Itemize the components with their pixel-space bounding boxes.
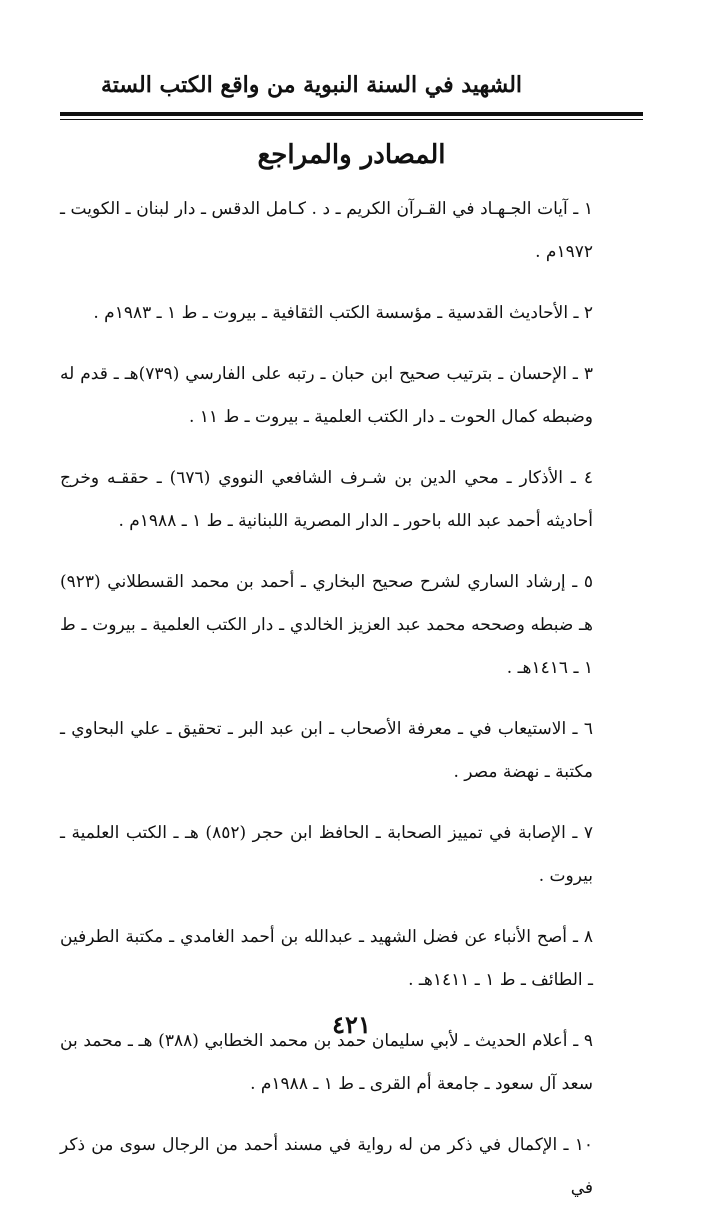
reference-item: ٥ ـ إرشاد الساري لشرح صحيح البخاري ـ أحمد بن محمد القسطلاني (٩٢٣) هـ ضبطه وصححه محمد عبد العزيز الخالدي ـ دار الكتب العلمية ـ بيروت ـ ط ١ ـ ١٤١٦هـ .	[60, 572, 593, 678]
running-header-title: الشهيد في السنة النبوية من واقع الكتب الستة	[100, 72, 523, 98]
header-rule-thin	[60, 119, 643, 120]
reference-item: ١٠ ـ الإكمال في ذكر من له رواية في مسند أحمد من الرجال سوى من ذكر في	[60, 1135, 593, 1198]
header-rule-thick	[60, 112, 643, 116]
section-title: المصادر والمراجع	[257, 140, 446, 170]
reference-item: ٤ ـ الأذكار ـ محي الدين بن شـرف الشافعي النووي (٦٧٦) ـ حققـه وخرج أحاديثه أحمد عبد الله باحور ـ الدار المصرية اللبنانية ـ ط ١ ـ ١٩٨٨م .	[60, 468, 593, 531]
reference-item: ٣ ـ الإحسان ـ بترتيب صحيح ابن حبان ـ رتبه على الفارسي (٧٣٩)هـ ـ قدم له وضبطه كمال الحوت ـ دار الكتب العلمية ـ بيروت ـ ط ١١ .	[60, 364, 593, 427]
reference-item: ٩ ـ أعلام الحديث ـ لأبي سليمان حمد بن محمد الخطابي (٣٨٨) هـ ـ محمد بن سعد آل سعود ـ جامعة أم القرى ـ ط ١ ـ ١٩٨٨م .	[60, 1031, 593, 1094]
references-list	[60, 188, 593, 1228]
reference-item: ٧ ـ الإصابة في تمييز الصحابة ـ الحافظ ابن حجر (٨٥٢) هـ ـ الكتب العلمية ـ بيروت .	[60, 823, 593, 886]
page-number: ٤٢١	[332, 1010, 371, 1039]
reference-item: ٨ ـ أصح الأنباء عن فضل الشهيد ـ عبدالله بن أحمد الغامدي ـ مكتبة الطرفين ـ الطائف ـ ط ١ ـ ١٤١١هـ .	[60, 927, 594, 990]
reference-item: ٢ ـ الأحاديث القدسية ـ مؤسسة الكتب الثقافية ـ بيروت ـ ط ١ ـ ١٩٨٣م .	[93, 303, 593, 323]
reference-item: ٦ ـ الاستيعاب في ـ معرفة الأصحاب ـ ابن عبد البر ـ تحقيق ـ علي البحاوي ـ مكتبة ـ نهضة مصر .	[60, 719, 593, 782]
reference-item: ١ ـ آيات الجـهـاد في القـرآن الكريم ـ د . كـامل الدقس ـ دار لبنان ـ الكويت ـ ١٩٧٢م .	[60, 199, 593, 262]
